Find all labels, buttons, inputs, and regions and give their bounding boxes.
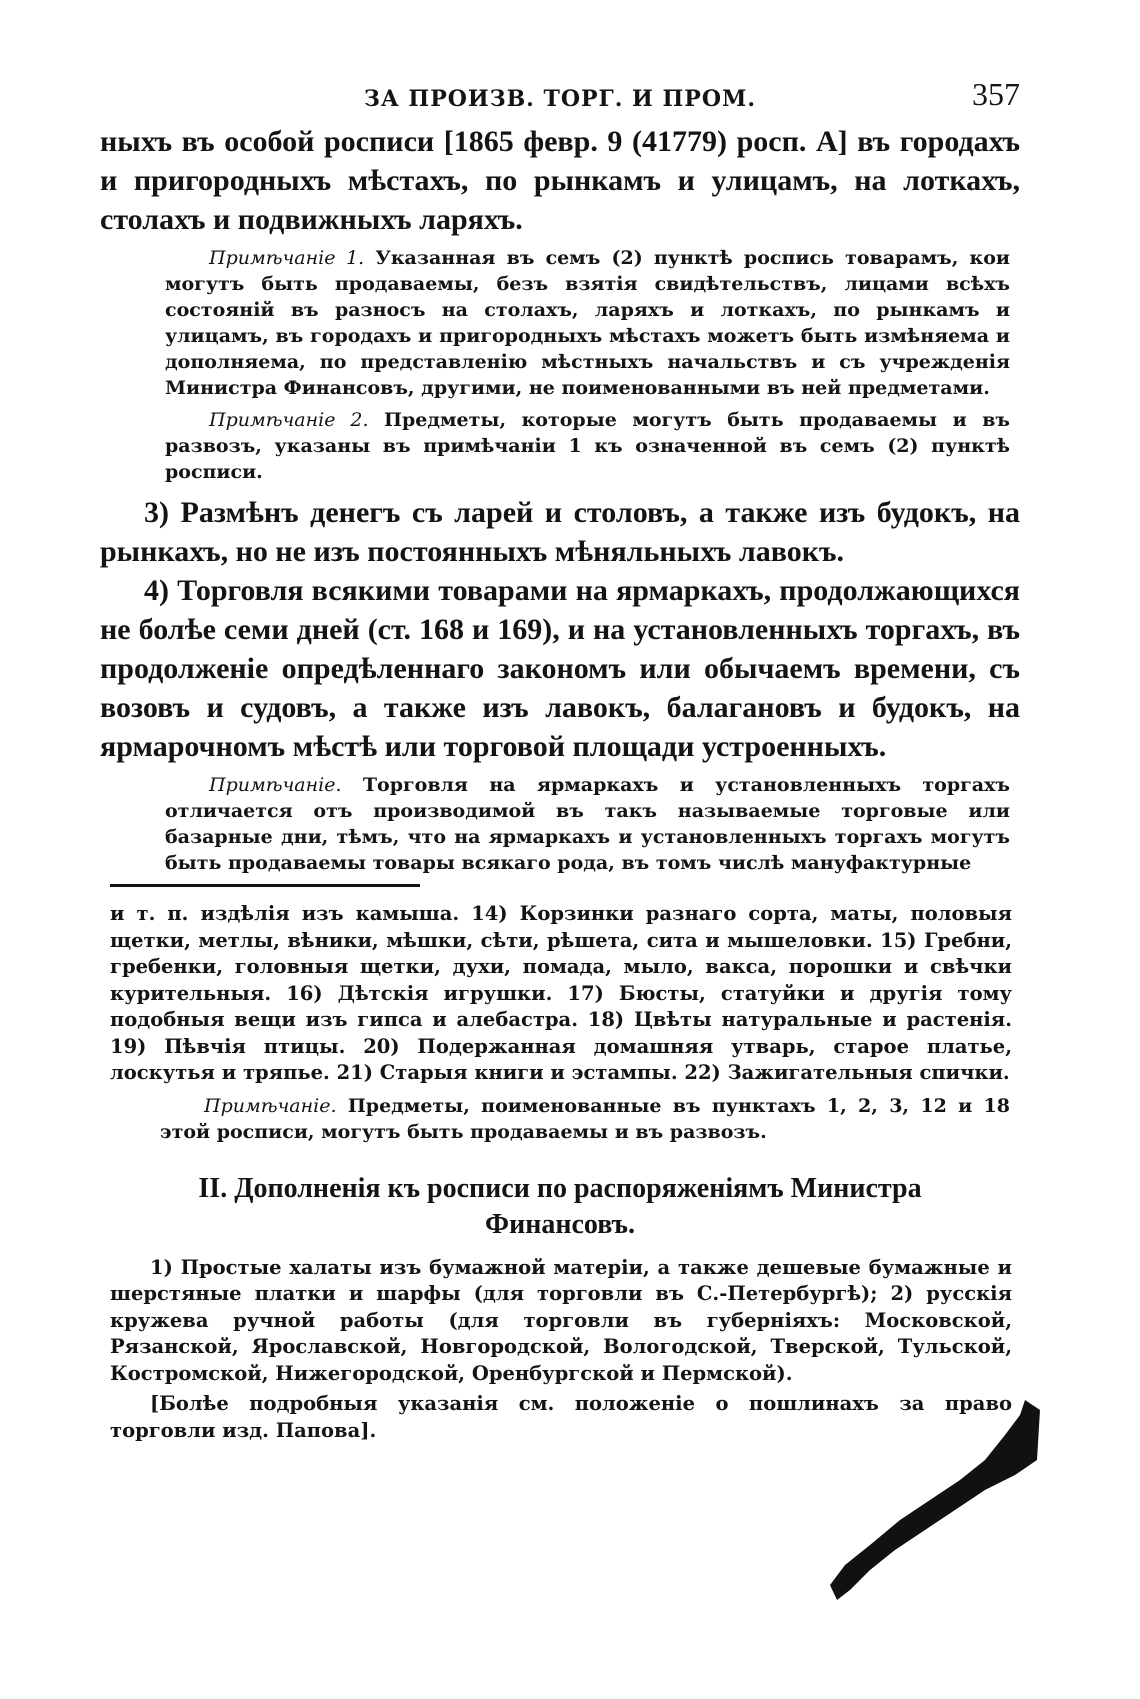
footnote-note — [100, 1093, 1020, 1145]
footnote-note-text: Предметы, поименованные въ пунктахъ 1, 2, 3, 12 и 18 этой росписи, могутъ быть продаваемы и въ развозъ. — [160, 1094, 1010, 1143]
page-number: 357 — [972, 76, 1020, 112]
section-paragraph-2: [Болѣе подробныя указанія см. положеніе о пошлинахъ за право торговли изд. Папова]. — [110, 1392, 1012, 1442]
header-title: ЗА ПРОИЗВ. ТОРГ. И ПРОМ. — [363, 86, 757, 112]
note-1-label: Примѣчаніе 1. — [209, 247, 365, 269]
note-2-text: Предметы, которые могутъ быть продаваемы и въ развозъ, указаны въ примѣчаніи 1 къ означенной въ семъ (2) пунктѣ росписи. — [165, 409, 1010, 483]
item-3: 3) Размѣнъ денегъ съ ларей и столовъ, а также изъ будокъ, на рынкахъ, но не изъ постоянныхъ мѣняльныхъ лавокъ. — [100, 496, 1020, 568]
ink-smudge — [815, 1400, 1040, 1600]
section-title: II. Дополненія къ росписи по распоряженіямъ Министра Финансовъ. — [198, 1172, 922, 1240]
note-3-label: Примѣчаніе. — [209, 774, 342, 796]
section-paragraph-1: 1) Простые халаты изъ бумажной матеріи, а также дешевые бумажные и шерстяные платки и шарфы (для торговли въ С.-Петербургѣ); 2) русскія кружева ручной работы (для торговли въ губерніяхъ: Московской, Рязанской, Ярославской, Новгородской, Вологодской, Тверской, Тульской, Костромской, Нижегородской, Оренбургской и Пермской). — [110, 1255, 1012, 1385]
note-1-text: Указанная въ семъ (2) пунктѣ роспись товарамъ, кои могутъ быть продаваемы, безъ взятія свидѣтельствъ, лицами всѣхъ состояній въ разносъ на столахъ, ларяхъ и лоткахъ, по рынкамъ и улицамъ, въ городахъ и пригородныхъ мѣстахъ можетъ быть измѣняема и дополняема, по представленію мѣстныхъ начальствъ и съ учрежденія Министра Финансовъ, другими, не поименованными въ ней предметами. — [165, 247, 1011, 399]
ink-smudge-shape — [830, 1400, 1040, 1600]
footnote-note-label: Примѣчаніе. — [204, 1094, 337, 1117]
paragraph-continuation: ныхъ въ особой росписи [1865 февр. 9 (41779) росп. А] въ городахъ и пригородныхъ мѣстахъ, по рынкамъ и улицамъ, на лоткахъ, столахъ и подвижныхъ ларяхъ. — [100, 125, 1020, 236]
footnote-text: и т. п. издѣлія изъ камыша. 14) Корзинки разнаго сорта, маты, половыя щетки, метлы, вѣники, мѣшки, сѣти, рѣшета, сита и мышеловки. 15) Гребни, гребенки, головныя щетки, духи, помада, мыло, вакса, порошки и свѣчки курительныя. 16) Дѣтскія игрушки. 17) Бюсты, статуйки и другія тому подобныя вещи изъ гипса и алебастра. 18) Цвѣты натуральные и растенія. 19) Пѣвчія птицы. 20) Подержанная домашняя утварь, старое платье, лоскутья и тряпье. 21) Старыя книги и эстампы. 22) Зажигательныя спички. — [110, 902, 1012, 1084]
note-3 — [100, 772, 1020, 876]
note-1 — [100, 245, 1020, 401]
note-2-label: Примѣчаніе 2. — [209, 409, 369, 431]
item-4: 4) Торговля всякими товарами на ярмаркахъ, продолжающихся не болѣе семи дней (ст. 168 и 169), и на установленныхъ торгахъ, въ продолженіе опредѣленнаго закономъ или обычаемъ времени, съ возовъ и судовъ, а также изъ лавокъ, балагановъ и будокъ, на ярмарочномъ мѣстѣ или торговой площади устроенныхъ. — [100, 574, 1020, 763]
footnote-divider — [110, 884, 420, 887]
note-3-text: Торговля на ярмаркахъ и установленныхъ торгахъ отличается отъ производимой въ такъ называемые торговые или базарные дни, тѣмъ, что на ярмаркахъ и установленныхъ торгахъ могутъ быть продаваемы товары всякаго рода, въ томъ числѣ мануфактурные — [165, 774, 1010, 874]
note-2 — [100, 407, 1020, 485]
running-header — [100, 70, 1020, 122]
